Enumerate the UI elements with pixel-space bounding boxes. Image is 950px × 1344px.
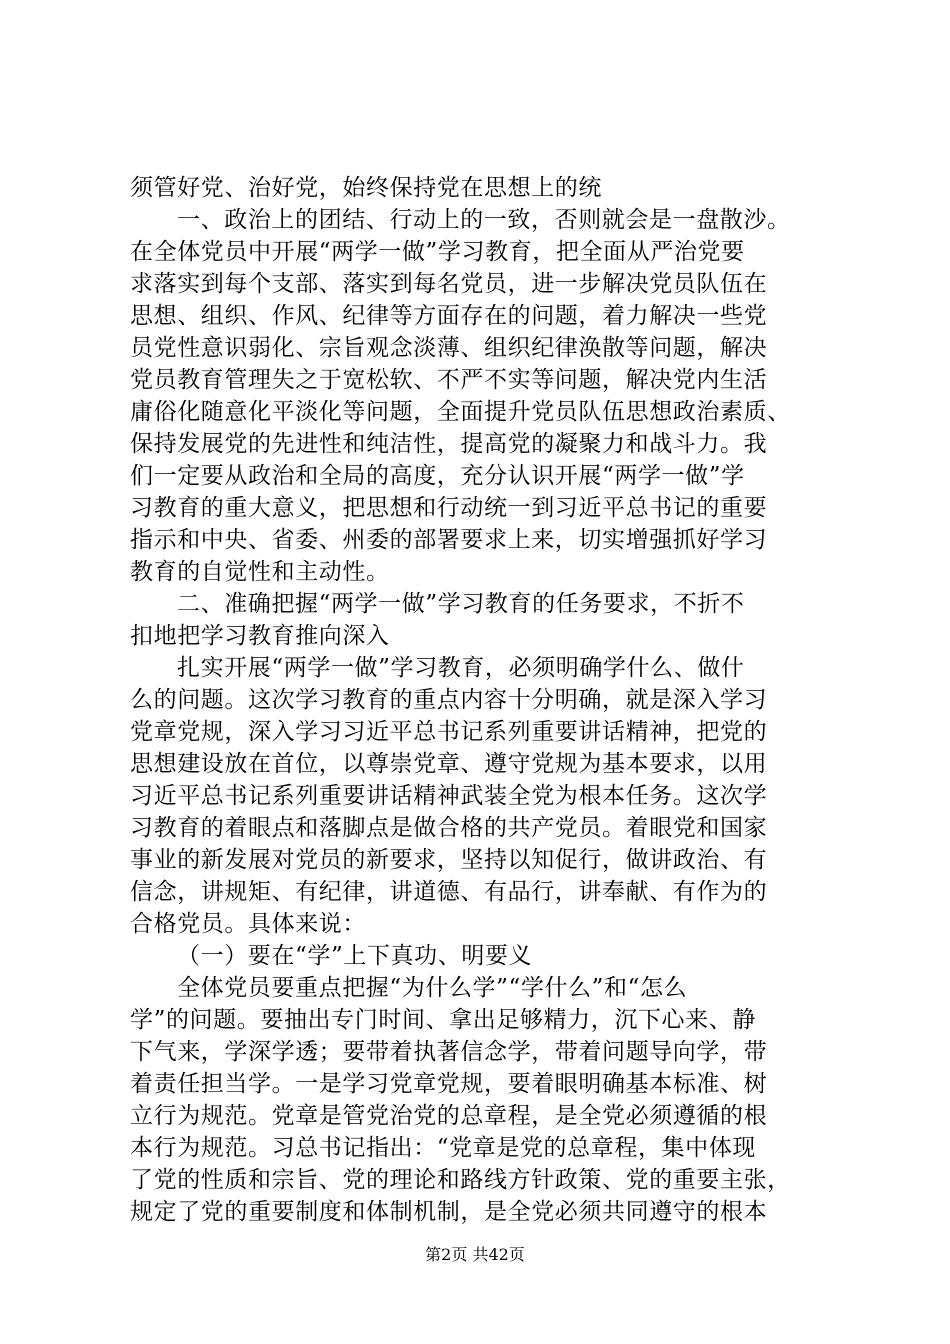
text-line: 下气来，学深学透；要带着执著信念学，带着问题导向学，带 <box>130 1039 768 1065</box>
text-line: 指示和中央、省委、州委的部署要求上来，切实增强抓好学习 <box>130 527 768 553</box>
text-line: 习近平总书记系列重要讲话精神武装全党为根本任务。这次学 <box>130 783 768 809</box>
text-line: 学”的问题。要抽出专门时间、拿出足够精力，沉下心来、静 <box>130 1007 756 1033</box>
text-line: 扎实开展“两学一做”学习教育，必须明确学什么、做什 <box>177 655 745 681</box>
text-line: 合格党员。具体来说： <box>130 911 366 937</box>
text-line: 们一定要从政治和全局的高度，充分认识开展“两学一做”学 <box>130 463 745 489</box>
text-line: 思想、组织、作风、纪律等方面存在的问题，着力解决一些党 <box>130 303 768 329</box>
text-line: 么的问题。这次学习教育的重点内容十分明确，就是深入学习 <box>130 687 768 713</box>
text-line: 保持发展党的先进性和纯洁性，提高党的凝聚力和战斗力。我 <box>130 431 768 457</box>
text-line: 一、政治上的团结、行动上的一致，否则就会是一盘散沙。 <box>177 207 791 233</box>
text-line: 着责任担当学。一是学习党章党规，要着眼明确基本标准、树 <box>130 1071 768 1097</box>
text-line: 本行为规范。习总书记指出：“党章是党的总章程，集中体现 <box>130 1135 756 1161</box>
text-line: 习教育的重大意义，把思想和行动统一到习近平总书记的重要 <box>130 495 768 521</box>
text-line: 教育的自觉性和主动性。 <box>130 559 390 585</box>
section-heading: 二、准确把握“两学一做”学习教育的任务要求，不折不 <box>177 591 745 617</box>
section-heading: 扣地把学习教育推向深入 <box>130 623 390 649</box>
text-line: 规定了党的重要制度和体制机制，是全党必须共同遵守的根本 <box>130 1199 768 1225</box>
text-line: 了党的性质和宗旨、党的理论和路线方针政策、党的重要主张， <box>130 1167 791 1193</box>
text-line: 立行为规范。党章是管党治党的总章程，是全党必须遵循的根 <box>130 1103 768 1129</box>
text-line: 党员教育管理失之于宽松软、不严不实等问题，解决党内生活 <box>130 367 768 393</box>
text-line: 信念，讲规矩、有纪律，讲道德、有品行，讲奉献、有作为的 <box>130 879 768 905</box>
body-text <box>130 172 840 1228</box>
text-line: 习教育的着眼点和落脚点是做合格的共产党员。着眼党和国家 <box>130 815 768 841</box>
text-line: 员党性意识弱化、宗旨观念淡薄、组织纪律涣散等问题，解决 <box>130 335 768 361</box>
text-line: 庸俗化随意化平淡化等问题，全面提升党员队伍思想政治素质、 <box>130 399 791 425</box>
text-line: 在全体党员中开展“两学一做”学习教育，把全面从严治党要 <box>130 239 745 265</box>
subsection-heading: （一）要在“学”上下真功、明要义 <box>177 943 533 969</box>
text-line: 事业的新发展对党员的新要求，坚持以知促行，做讲政治、有 <box>130 847 768 873</box>
text-line: 思想建设放在首位，以尊崇党章、遵守党规为基本要求，以用 <box>130 751 768 777</box>
text-line: 党章党规，深入学习习近平总书记系列重要讲话精神，把党的 <box>130 719 768 745</box>
text-line: 须管好党、治好党，始终保持党在思想上的统 <box>130 175 602 201</box>
page-number-footer: 第2页 共42页 <box>425 1245 525 1264</box>
text-line: 全体党员要重点把握“为什么学”“学什么”和“怎么 <box>177 975 688 1001</box>
text-line: 求落实到每个支部、落实到每名党员，进一步解决党员队伍在 <box>130 271 768 297</box>
